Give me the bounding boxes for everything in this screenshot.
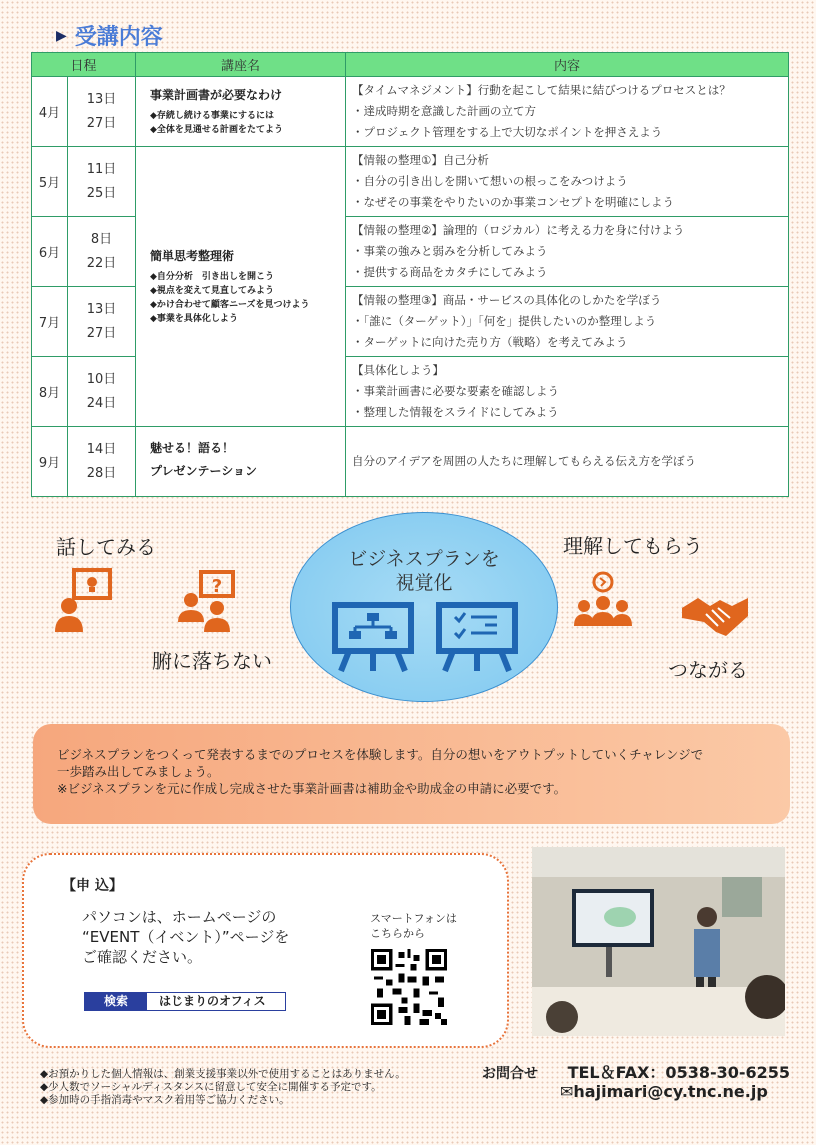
footnote: ◆お預かりした個人情報は、創業支援事業以外で使用することはありません。 (40, 1068, 406, 1080)
table-row (32, 427, 789, 497)
content-cell (346, 357, 789, 427)
apply-line: “EVENT（イベント）”ページを (82, 928, 290, 946)
header-content: 内容 (346, 53, 789, 77)
contact-tel[interactable]: TEL＆FAX：0538-30-6255 (567, 1063, 791, 1082)
course-sub: ◆全体を見通せる計画をたてよう (150, 125, 283, 135)
triangle-icon: ▶ (56, 27, 67, 44)
footnote: ◆参加時の手指消毒やマスク着用等ご協力ください。 (40, 1094, 290, 1106)
visualize-bubble (290, 512, 558, 702)
footnotes (40, 1068, 406, 1107)
day: 28日 (86, 465, 117, 481)
content-cell (346, 147, 789, 217)
content-line: 【情報の整理③】商品・サービスの具体化のしかたを学ぼう (352, 293, 662, 307)
mail-address[interactable]: hajimari@cy.tnc.ne.jp (573, 1082, 768, 1101)
search-label[interactable]: 検索 (85, 993, 147, 1010)
course-sub: ◆事業を具体化しよう (150, 314, 238, 324)
day: 25日 (86, 185, 117, 201)
keyword-understood: 理解してもらう (563, 534, 703, 558)
course-sub: ◆かけ合わせて顧客ニーズを見つけよう (150, 300, 310, 310)
days-cell (68, 217, 136, 287)
keyword-not-convinced: 腑に落ちない (152, 649, 272, 673)
content-cell (346, 287, 789, 357)
contact-mail[interactable] (560, 1082, 768, 1101)
search-box[interactable] (84, 992, 286, 1011)
section-title-text: 受講内容 (74, 25, 163, 50)
notice-line: ビジネスプランをつくって発表するまでのプロセスを体験します。自分の想いをアウトプットしていくチャレンジで (57, 747, 704, 762)
table-row (32, 77, 789, 147)
content-line: 【タイムマネジメント】行動を起こして結果に結びつけるプロセスとは？ (352, 83, 731, 97)
schedule-table (31, 52, 789, 497)
sp-line: こちらから (370, 927, 425, 940)
course-cell (136, 77, 346, 147)
keyword-talk: 話してみる (56, 535, 156, 559)
search-term: はじまりのオフィス (159, 994, 266, 1008)
day: 11日 (86, 161, 117, 177)
course-sub: ◆存続し続ける事業にするには (150, 111, 274, 121)
month-cell: 7月 (32, 287, 68, 357)
course-sub: ◆視点を変えて見直してみよう (150, 286, 274, 296)
apply-line: パソコンは、ホームページの (82, 908, 277, 926)
content-line: ・ターゲットに向けた売り方（戦略）を考えてみよう (352, 335, 628, 349)
content-line: ・提供する商品をカタチにしてみよう (352, 265, 548, 279)
footnote: ◆少人数でソーシャルディスタンスに留意して安全に開催する予定です。 (40, 1081, 382, 1093)
day: 13日 (86, 301, 117, 317)
day: 24日 (86, 395, 117, 411)
header-course: 講座名 (136, 53, 346, 77)
course-sub: ◆自分分析 引き出しを開こう (150, 272, 274, 282)
apply-text (82, 907, 289, 967)
bubble-line-2: 視覚化 (395, 572, 453, 594)
idea-speaker-icon (52, 568, 114, 634)
notice-line: 一歩踏み出してみましょう。 (57, 764, 220, 779)
day: 13日 (86, 91, 117, 107)
days-cell (68, 287, 136, 357)
day: 22日 (86, 255, 117, 271)
content-line: 【情報の整理①】自己分析 (352, 153, 489, 167)
month-cell: 6月 (32, 217, 68, 287)
qr-code-icon[interactable] (371, 949, 447, 1025)
day: 8日 (90, 231, 113, 247)
month-cell: 5月 (32, 147, 68, 217)
content-line: 【情報の整理②】論理的（ロジカル）に考える力を身に付けよう (352, 223, 685, 237)
org-chart-board-icon (331, 601, 415, 673)
sp-line: スマートフォンは (370, 912, 457, 925)
course-title: 魅せる！語る！ (150, 440, 235, 455)
days-cell (68, 357, 136, 427)
apply-title: 【申 込】 (62, 878, 123, 894)
content-cell (346, 77, 789, 147)
days-cell (68, 77, 136, 147)
checklist-board-icon (435, 601, 519, 673)
content-line: 自分のアイデアを周囲の人たちに理解してもらえる伝え方を学ぼう (352, 454, 696, 468)
smartphone-text (370, 911, 457, 941)
month-cell: 9月 (32, 427, 68, 497)
bubble-text (291, 547, 557, 595)
seminar-photo (532, 847, 785, 1036)
month-cell: 4月 (32, 77, 68, 147)
content-cell (346, 217, 789, 287)
idea-team-icon (572, 570, 634, 632)
question-people-icon (177, 570, 237, 636)
content-line: ・事業計画書に必要な要素を確認しよう (352, 384, 560, 398)
apply-line: ご確認ください。 (82, 948, 203, 966)
month-cell: 8月 (32, 357, 68, 427)
header-schedule: 日程 (32, 53, 136, 77)
content-line: ・「誰に（ターゲット）」「何を」提供したいのか整理しよう (352, 314, 657, 328)
course-title: 事業計画書が必要なわけ (150, 88, 283, 102)
handshake-icon (680, 592, 750, 640)
content-line: ・なぜその事業をやりたいのか事業コンセプトを明確にしよう (352, 195, 675, 209)
content-line: ・プロジェクト管理をする上で大切なポイントを押さえよう (352, 125, 663, 139)
day: 27日 (86, 325, 117, 341)
mail-icon: ✉ (560, 1082, 574, 1101)
days-cell (68, 427, 136, 497)
content-line: ・達成時期を意識した計画の立て方 (352, 104, 537, 118)
content-line: 【具体化しよう】 (352, 363, 445, 377)
contact-info (482, 1060, 791, 1101)
bubble-line-1: ビジネスプランを (348, 548, 500, 570)
seminar-photo-image (532, 847, 785, 1036)
days-cell (68, 147, 136, 217)
content-line: ・自分の引き出しを開いて想いの根っこをみつけよう (352, 174, 628, 188)
content-cell (346, 427, 789, 497)
section-title (56, 20, 163, 51)
table-header-row (32, 53, 789, 77)
contact-label: お問合せ (482, 1066, 538, 1082)
notice-line: ※ビジネスプランを元に作成し完成させた事業計画書は補助金や助成金の申請に必要です。 (57, 781, 567, 796)
course-title: 簡単思考整理術 (150, 249, 235, 263)
notice-box (33, 724, 790, 824)
day: 10日 (86, 371, 117, 387)
table-row (32, 147, 789, 217)
day: 27日 (86, 115, 117, 131)
course-cell (136, 427, 346, 497)
course-cell (136, 147, 346, 427)
content-line: ・事業の強みと弱みを分析してみよう (352, 244, 548, 258)
day: 14日 (86, 441, 117, 457)
course-title-2: プレゼンテーション (150, 463, 258, 478)
svg-text:?: ? (211, 576, 223, 597)
keyword-connect: つながる (668, 658, 748, 682)
content-line: ・整理した情報をスライドにしてみよう (352, 405, 559, 419)
application-box (22, 853, 509, 1048)
